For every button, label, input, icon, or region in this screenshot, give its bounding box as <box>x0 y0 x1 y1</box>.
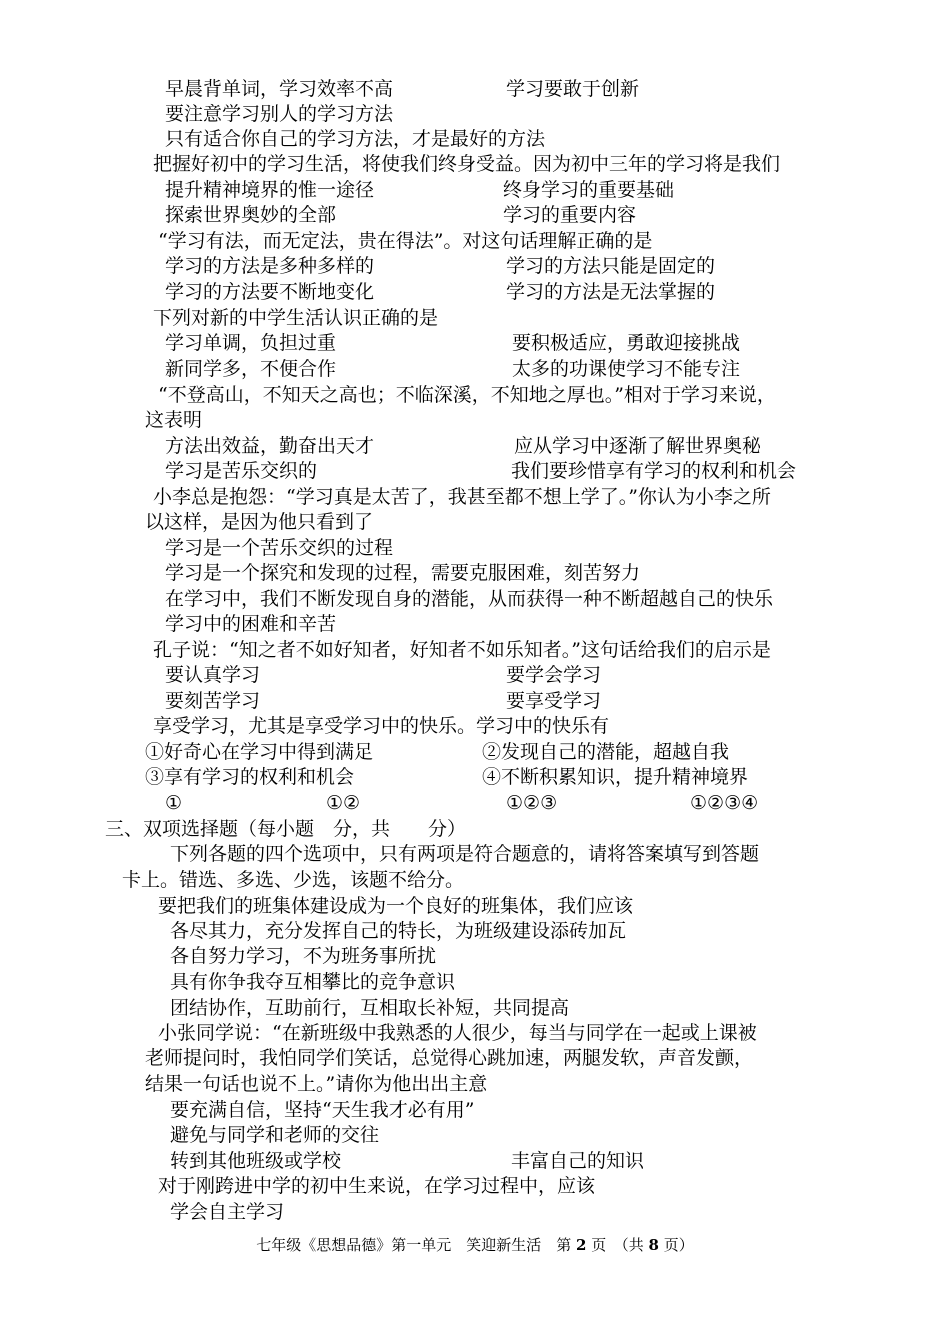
text-line: 早晨背单词，学习效率不高 <box>165 78 394 100</box>
text-line: 探索世界奥妙的全部 <box>165 204 337 226</box>
text-line: 避免与同学和老师的交往 <box>170 1124 380 1146</box>
question-line: 小张同学说：“在新班级中我熟悉的人很少，每当与同学在一起或上课被 <box>158 1022 757 1044</box>
option-right: 终身学习的重要基础 <box>503 179 675 201</box>
footer-prefix: 七年级《思想品德》第一单元 笑迎新生活 第 <box>256 1236 577 1254</box>
choice-option: ① <box>165 792 183 814</box>
text-line: 要充满自信，坚持“天生我才必有用” <box>170 1099 475 1121</box>
text-line: ③享有学习的权利和机会 <box>145 766 355 788</box>
text-line: 学习是苦乐交织的 <box>165 460 318 482</box>
question-line: 小李总是抱怨：“学习真是太苦了，我甚至都不想上学了。”你认为小李之所 <box>153 486 771 508</box>
option-right: 学习的重要内容 <box>503 204 637 226</box>
question-line: 享受学习，尤其是享受学习中的快乐。学习中的快乐有 <box>153 715 610 737</box>
choice-option: ①②③④ <box>690 792 759 814</box>
question-line: “学习有法，而无定法，贵在得法”。对这句话理解正确的是 <box>158 230 653 252</box>
option-right: 太多的功课使学习不能专注 <box>512 358 741 380</box>
text-line: 转到其他班级或学校 <box>170 1150 342 1172</box>
option-right: 我们要珍惜享有学习的权利和机会 <box>511 460 797 482</box>
question-line: 对于刚跨进中学的初中生来说，在学习过程中，应该 <box>158 1175 596 1197</box>
question-line: “不登高山，不知天之高也；不临深溪，不知地之厚也。”相对于学习来说， <box>158 384 776 406</box>
option-right: 应从学习中逐渐了解世界奥秘 <box>514 435 762 457</box>
text-line: 各自努力学习，不为班务事所扰 <box>170 945 437 967</box>
section-heading: 三、双项选择题（每小题 分，共 分） <box>105 818 467 840</box>
question-line: 下列对新的中学生活认识正确的是 <box>153 307 439 329</box>
text-line: 只有适合你自己的学习方法，才是最好的方法 <box>165 128 546 150</box>
question-line: 把握好初中的学习生活，将使我们终身受益。因为初中三年的学习将是我们 <box>153 153 781 175</box>
text-line: 学习单调，负担过重 <box>165 332 337 354</box>
question-line: 老师提问时，我怕同学们笑话，总觉得心跳加速，两腿发软，声音发颤， <box>145 1047 754 1069</box>
text-line: 学会自主学习 <box>170 1201 285 1223</box>
text-line: 学习的方法是多种多样的 <box>165 255 375 277</box>
footer-suffix: 页） <box>658 1236 694 1254</box>
question-line: 以这样，是因为他只看到了 <box>145 511 374 533</box>
text-line: 要认真学习 <box>165 664 261 686</box>
instruction-line: 卡上。错选、多选、少选，该题不给分。 <box>122 869 465 891</box>
option-right: 学习要敢于创新 <box>506 78 640 100</box>
text-line: 方法出效益，勤奋出天才 <box>165 435 375 457</box>
option-right: 要享受学习 <box>506 690 602 712</box>
option-right: 丰富自己的知识 <box>511 1150 645 1172</box>
question-line: 结果一句话也说不上。”请你为他出出主意 <box>145 1073 488 1095</box>
choice-option: ①②③ <box>506 792 558 814</box>
text-line: 各尽其力，充分发挥自己的特长，为班级建设添砖加瓦 <box>170 920 627 942</box>
option-right: 要积极适应，勇敢迎接挑战 <box>512 332 741 354</box>
choice-option: ①② <box>326 792 361 814</box>
text-line: 新同学多，不便合作 <box>165 358 337 380</box>
footer-total-pages: 8 <box>648 1236 659 1254</box>
footer-mid: 页 （共 <box>586 1236 649 1254</box>
question-line: 孔子说：“知之者不如好知者，好知者不如乐知者。”这句话给我们的启示是 <box>153 639 771 661</box>
option-right: 学习的方法只能是固定的 <box>506 255 716 277</box>
text-line: 学习中的困难和辛苦 <box>165 613 337 635</box>
option-right: ④不断积累知识，提升精神境界 <box>482 766 749 788</box>
footer-page-number: 2 <box>576 1236 587 1254</box>
text-line: 要刻苦学习 <box>165 690 261 712</box>
text-line: 在学习中，我们不断发现自身的潜能，从而获得一种不断超越自己的快乐 <box>165 588 774 610</box>
text-line: ①好奇心在学习中得到满足 <box>145 741 374 763</box>
instruction-line: 下列各题的四个选项中，只有两项是符合题意的，请将答案填写到答题 <box>170 843 760 865</box>
text-line: 具有你争我夺互相攀比的竞争意识 <box>170 971 456 993</box>
option-right: ②发现自己的潜能，超越自我 <box>482 741 730 763</box>
question-line: 要把我们的班集体建设成为一个良好的班集体，我们应该 <box>158 895 634 917</box>
page-footer <box>0 1235 950 1255</box>
text-line: 团结协作，互助前行，互相取长补短，共同提高 <box>170 997 570 1019</box>
text-line: 学习是一个苦乐交织的过程 <box>165 537 394 559</box>
text-line: 学习的方法要不断地变化 <box>165 281 375 303</box>
option-right: 学习的方法是无法掌握的 <box>506 281 716 303</box>
text-line: 提升精神境界的惟一途径 <box>165 179 375 201</box>
option-right: 要学会学习 <box>506 664 602 686</box>
text-line: 学习是一个探究和发现的过程，需要克服困难，刻苦努力 <box>165 562 641 584</box>
question-line: 这表明 <box>145 409 203 431</box>
text-line: 要注意学习别人的学习方法 <box>165 103 394 125</box>
